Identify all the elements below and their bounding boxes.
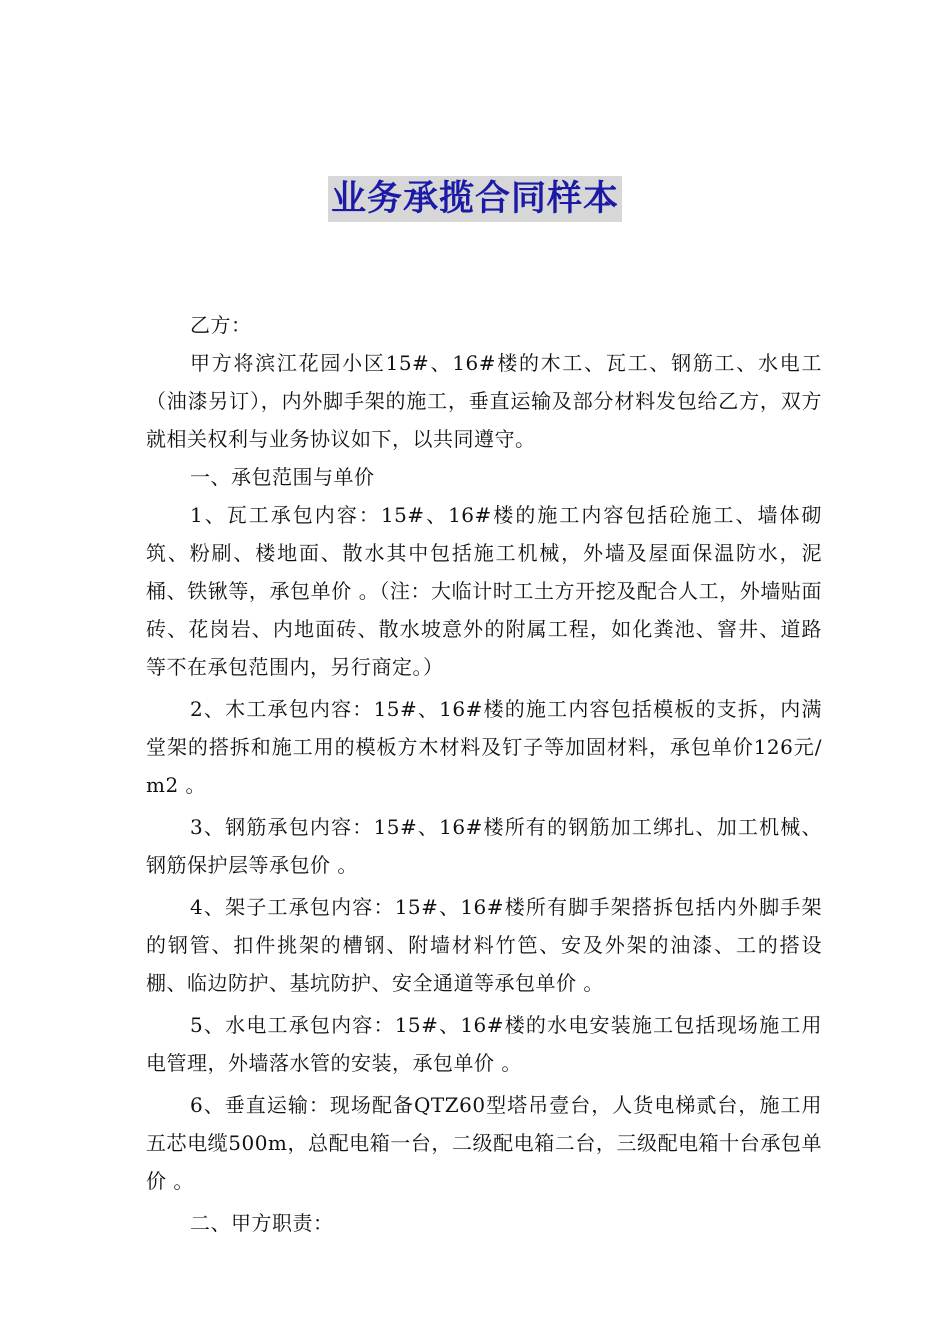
title-container xyxy=(0,176,950,222)
section-heading-party-a: 二、甲方职责： xyxy=(190,1211,334,1235)
clause-masonry: 1、瓦工承包内容：15#、16#楼的施工内容包括砼施工、墙体砌筑、粉刷、楼地面、散水其中包括施工机械，外墙及屋面保温防水，泥桶、铁锹等，承包单价 。（注：大临计时工土方开挖及配合人工，外墙贴面砖、花岗岩、内地面砖、散水坡意外的附属工程，如化粪池、窨井、道路等不在承包范围内，另行商定。） xyxy=(146,503,822,679)
document-title: 业务承揽合同样本 xyxy=(328,176,622,222)
party-b-label: 乙方： xyxy=(190,313,252,337)
intro-paragraph: 甲方将滨江花园小区15#、16#楼的木工、瓦工、钢筋工、水电工（油漆另订），内外脚手架的施工，垂直运输及部分材料发包给乙方，双方就相关权利与业务协议如下，以共同遵守。 xyxy=(146,351,822,451)
clause-plumbing-electrical: 5、水电工承包内容：15#、16#楼的水电安装施工包括现场施工用电管理，外墙落水管的安装，承包单价 。 xyxy=(146,1013,822,1075)
clause-scaffolding: 4、架子工承包内容：15#、16#楼所有脚手架搭拆包括内外脚手架的钢管、扣件挑架的槽钢、附墙材料竹笆、安及外架的油漆、工的搭设棚、临边防护、基坑防护、安全通道等承包单价 。 xyxy=(146,895,822,995)
clause-vertical-transport: 6、垂直运输：现场配备QTZ60型塔吊壹台，人货电梯贰台，施工用五芯电缆500m，总配电箱一台，二级配电箱二台，三级配电箱十台承包单价 。 xyxy=(146,1093,822,1193)
clause-rebar: 3、钢筋承包内容：15#、16#楼所有的钢筋加工绑扎、加工机械、钢筋保护层等承包价 。 xyxy=(146,815,822,877)
clause-carpentry: 2、木工承包内容：15#、16#楼的施工内容包括模板的支拆，内满堂架的搭拆和施工用的模板方木材料及钉子等加固材料，承包单价126元/m2 。 xyxy=(146,697,822,797)
section-heading-scope: 一、承包范围与单价 xyxy=(190,465,375,489)
document-body xyxy=(146,306,822,1242)
